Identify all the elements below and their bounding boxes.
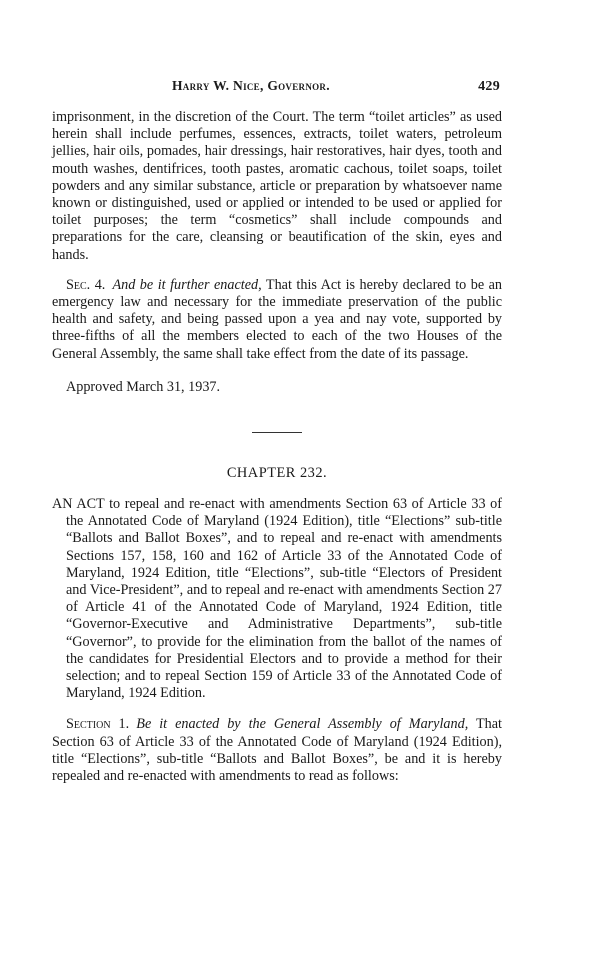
- section-1-text: That Section 63 of Article 33 of the Annotated Code of Maryland (1924 Edition), title “Elections”, sub-title “Ballots and Ballot Boxes”, be and it is hereby repealed and re-enacted with amendments to read as follows:: [52, 716, 502, 785]
- section-1-label: Section 1.: [66, 716, 130, 733]
- section-4-text: That this Act is hereby declared to be an emergency law and necessary for the immediate preservation of the public health and safety, and being passed upon a yea and nay vote, supported by three-fifths of all the members elected to each of the two Houses of the General Assembly, the same shall take effect from the date of its passage.: [52, 276, 503, 362]
- running-header: [52, 78, 502, 98]
- chapter-heading: CHAPTER 232.: [226, 465, 328, 482]
- section-4-label: Sec. 4.: [66, 276, 106, 293]
- section-1-paragraph: [52, 716, 502, 785]
- page-number: 429: [478, 79, 500, 94]
- approval-line: Approved March 31, 1937.: [66, 378, 221, 395]
- running-title: Harry W. Nice, Governor.: [172, 78, 330, 93]
- document-page: [52, 78, 502, 785]
- act-title-paragraph: AN ACT to repeal and re-enact with amendments Section 63 of Article 33 of the Annotated Code of Maryland (1924 Edition), title “Elections” sub-title “Ballots and Ballot Boxes”, and to repeal and re-enact with amendments Sections 157, 158, 160 and 162 of Article 33 of the Annotated Code of Maryland, 1924 Edition, title “Elections”, sub-title “Electors of President and Vice-President”, and to repeal and re-enact with amendments Section 27 of Article 41 of the Annotated Code of Maryland, 1924 Edition, title “Governor-Executive and Administrative Departments”, sub-title “Governor”, to provide for the elimination from the ballot of the names of the candidates for Presidential Electors and to provide a method for their selection; and to repeal Section 159 of Article 33 of the Annotated Code of Maryland, 1924 Edition.: [52, 496, 502, 702]
- continuation-paragraph: imprisonment, in the discretion of the Court. The term “toilet articles” as used herein shall include perfumes, essences, extracts, toilet waters, petroleum jellies, hair oils, pomades, hair dressings, hair restoratives, hair dyes, tooth and mouth washes, dentifrices, tooth pastes, aromatic cachous, toilet soaps, toilet powders and any similar substance, article or preparation by whatsoever name known or distinguished, used or applied or intended to be used or applied for toilet purposes; the term “cosmetics” shall include compounds and preparations for the care, cleansing or beautification of the skin, eyes and hands.: [52, 109, 502, 263]
- section-divider: [252, 432, 302, 433]
- section-4-paragraph: [52, 277, 502, 363]
- section-1-enacting-clause: Be it enacted by the General Assembly of Maryland,: [136, 716, 469, 733]
- section-4-enacting-clause: And be it further enacted,: [112, 276, 262, 293]
